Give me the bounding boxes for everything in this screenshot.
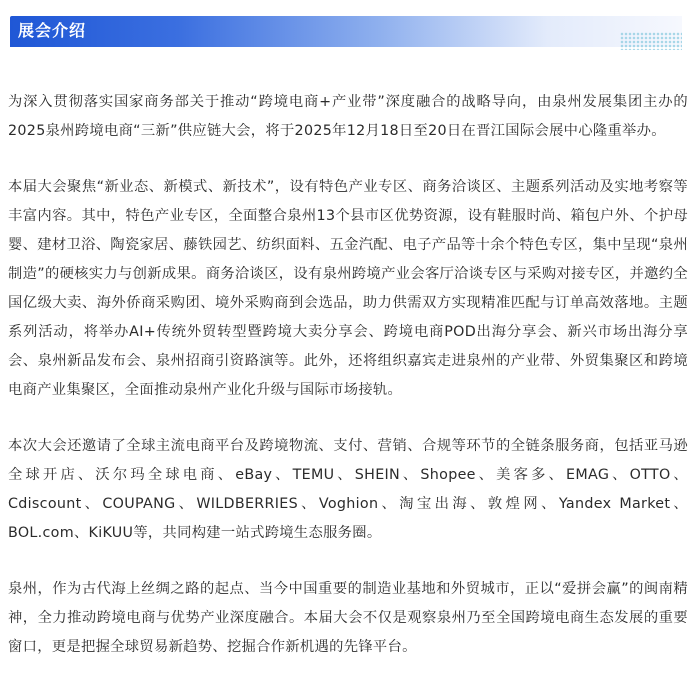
paragraph-features: 本届大会聚焦“新业态、新模式、新技术”，设有特色产业专区、商务洽谈区、主题系列活动及实地考察等丰富内容。其中，特色产业专区，全面整合泉州13个县市区优势资源，设有鞋服时尚、箱包户外、个护母婴、建材卫浴、陶瓷家居、藤铁园艺、纺织面料、五金汽配、电子产品等十余个特色专区，集中呈现“泉州制造”的硬核实力与创新成果。商务洽谈区，设有泉州跨境产业会客厅洽谈专区与采购对接专区，并邀约全国亿级大卖、海外侨商采购团、境外采购商到会选品，助力供需双方实现精准匹配与订单高效落地。主题系列活动，将举办AI+传统外贸转型暨跨境大卖分享会、跨境电商POD出海分享会、新兴市场出海分享会、泉州新品发布会、泉州招商引资路演等。此外，还将组织嘉宾走进泉州的产业带、外贸集聚区和跨境电商产业集聚区，全面推动泉州产业化升级与国际市场接轨。	[8, 179, 688, 398]
paragraph-intro: 为深入贯彻落实国家商务部关于推动“跨境电商+产业带”深度融合的战略导向，由泉州发展集团主办的2025泉州跨境电商“三新”供应链大会，将于2025年12月18日至20日在晋江国际会展中心隆重举办。	[8, 94, 688, 139]
section-title: 展会介绍	[18, 21, 87, 40]
article-body	[8, 88, 688, 689]
section-header	[10, 16, 682, 47]
paragraph-quanzhou: 泉州，作为古代海上丝绸之路的起点、当今中国重要的制造业基地和外贸城市，正以“爱拼会赢”的闽南精神，全力推动跨境电商与优势产业深度融合。本届大会不仅是观察泉州乃至全国跨境电商生态发展的重要窗口，更是把握全球贸易新趋势、挖掘合作新机遇的先锋平台。	[8, 581, 688, 655]
paragraph-platforms: 本次大会还邀请了全球主流电商平台及跨境物流、支付、营销、合规等环节的全链条服务商，包括亚马逊全球开店、沃尔玛全球电商、eBay、TEMU、SHEIN、Shopee、美客多、EMAG、OTTO、Cdiscount、COUPANG、WILDBERRIES、Voghion、淘宝出海、敦煌网、Yandex Market、BOL.com、KiKUU等，共同构建一站式跨境生态服务圈。	[8, 438, 688, 541]
dot-pattern-decoration	[620, 32, 682, 50]
